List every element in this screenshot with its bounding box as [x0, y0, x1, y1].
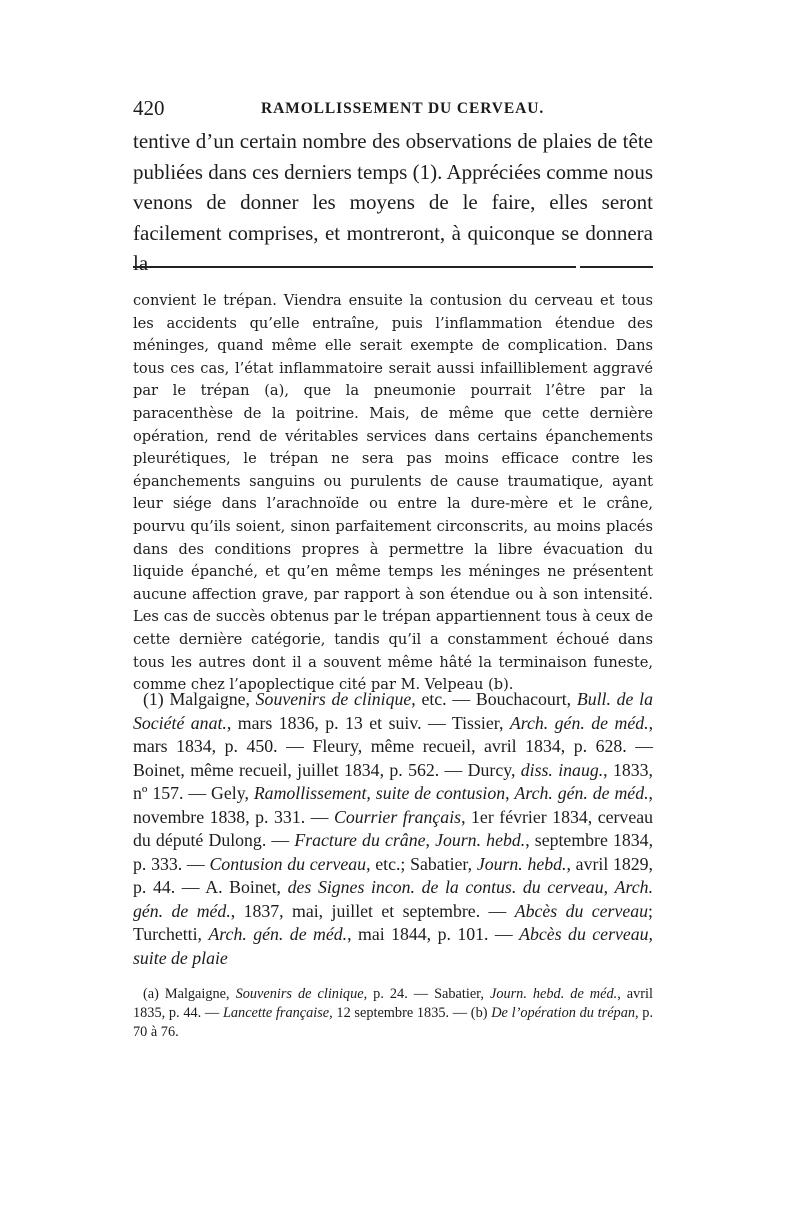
footnote-1-text: Abcès du cerveau, suite de plaie: [133, 924, 654, 968]
footnote-1-text: , 1837, mai, juillet et septembre. —: [230, 900, 515, 921]
footnote-1-text: Journ. hebd.: [476, 853, 567, 874]
footnote-a-text: De l’opération du trépan: [491, 1005, 635, 1021]
page-header: [133, 96, 653, 126]
footnote-1-text: , septembre 1834, p. 333. —: [133, 830, 654, 874]
footnote-1-text: Arch. gén. de méd.: [509, 712, 649, 733]
footnote-1-text: Abcès du cerveau: [514, 900, 649, 921]
running-title: RAMOLLISSEMENT DU CERVEAU.: [261, 100, 545, 117]
footnote-1-text: ; Turchetti,: [133, 900, 653, 944]
footnote-a-text: Lancette française: [222, 1005, 330, 1021]
continued-note: [133, 290, 653, 697]
footnote-1-text: Arch. gén. de méd.: [133, 877, 654, 921]
footnote-1-text: Courrier français: [334, 806, 462, 827]
footnote-1-text: , mars 1836, p. 13 et suiv. — Tissier,: [226, 712, 510, 733]
footnote-a-text: , 12 septembre 1835. — (b): [329, 1005, 492, 1021]
footnote-a: [133, 985, 653, 1042]
footnote-1-text: Arch. gén. de méd.: [208, 924, 348, 944]
footnote-1-text: , mai 1844, p. 101. —: [347, 924, 520, 944]
footnote-1-text: Journ. hebd.: [435, 830, 526, 850]
footnote-1-text: , novembre 1838, p. 331. —: [133, 783, 653, 827]
separator-rule: [133, 266, 576, 268]
footnote-a-text: Journ. hebd. de méd.: [489, 986, 618, 1002]
footnote-1-text: Bull. de la Société anat.: [133, 689, 653, 733]
footnote-a-text: , p. 70 à 76.: [133, 1005, 654, 1040]
footnote-1-text: ,: [505, 783, 515, 803]
separator-rule-short: [580, 266, 653, 268]
footnote-1: [133, 688, 653, 970]
footnote-1-text: diss. inaug.: [520, 759, 604, 780]
footnote-1-text: , mars 1834, p. 450. — Fleury, même recueil, avril 1834, p. 628. — Boinet, même recueil, juillet 1834, p. 562. — Durcy,: [133, 712, 654, 780]
footnote-1-marker: (1): [143, 689, 164, 709]
footnote-1-paragraph: [133, 688, 653, 970]
footnote-1-text: Arch. gén. de méd.: [514, 783, 649, 803]
footnote-1-text: ,: [603, 877, 615, 897]
main-text: [133, 126, 653, 279]
footnote-1-text: , avril 1829, p. 44. — A. Boinet,: [133, 853, 653, 897]
footnote-1-text: Ramollissement, suite de contusion: [253, 783, 506, 803]
footnote-1-text: , 1833, nº 157. — Gely,: [133, 759, 653, 803]
footnote-a-paragraph: [133, 985, 653, 1042]
footnote-a-text: , avril 1835, p. 44. —: [133, 986, 653, 1021]
footnote-a-text: Souvenirs de clinique: [235, 986, 364, 1002]
footnote-1-text: Malgaigne,: [169, 689, 256, 709]
footnote-1-text: des Signes incon. de la contus. du cerveau: [287, 877, 604, 897]
continued-note-paragraph: convient le trépan. Viendra ensuite la contusion du cerveau et tous les accidents qu’elle entraîne, puis l’inflammation étendue des méninges, quand même elle serait exempte de complication. Dans tous ces cas, l’état inflammatoire serait aussi infailliblement aggravé par le trépan (a), que la pneumonie pourrait l’être par la paracenthèse de la poitrine. Mais, de même que cette dernière opération, rend de véritables services dans certains épanchements pleurétiques, le trépan ne sera pas moins efficace contre les épanchements sanguins ou purulents de cause traumatique, ayant leur siége dans l’arachnoïde ou entre la dure-mère et le crâne, pourvu qu’ils soient, sinon parfaitement circonscrits, au moins placés dans des conditions propres à permettre la libre évacuation du liquide épanché, et qu’en même temps les méninges ne présentent aucune affection grave, par rapport à son étendue ou à son intensité. Les cas de succès obtenus par le trépan appartiennent tous à ceux de cette dernière catégorie, tandis qu’il a constamment échoué dans tous les autres dont il a souvent même hâté la terminaison funeste, comme chez l’apoplectique cité par M. Velpeau (b).: [133, 292, 653, 694]
footnote-1-text: , 1er février 1834, cerveau du député Dulong. —: [133, 806, 653, 850]
footnote-1-text: , etc. — Bouchacourt,: [411, 689, 577, 709]
footnote-1-text: Contusion du cerveau: [209, 853, 367, 874]
footnote-1-text: , etc.; Sabatier,: [366, 853, 477, 874]
footnote-1-text: ,: [425, 830, 436, 850]
footnote-a-text: , p. 24. — Sabatier,: [363, 986, 490, 1002]
main-paragraph: tentive d’un certain nombre des observations de plaies de tête publiées dans ces derniers temps (1). Appréciées comme nous venons de donner les moyens de le faire, elles seront facilement comprises, et montreront, à quiconque se donnera la: [133, 129, 653, 275]
page-number: 420: [133, 96, 165, 120]
footnote-1-text: Souvenirs de clinique: [255, 689, 412, 709]
footnote-a-text: (a) Malgaigne,: [143, 986, 236, 1002]
footnote-1-text: Fracture du crâne: [294, 830, 426, 850]
